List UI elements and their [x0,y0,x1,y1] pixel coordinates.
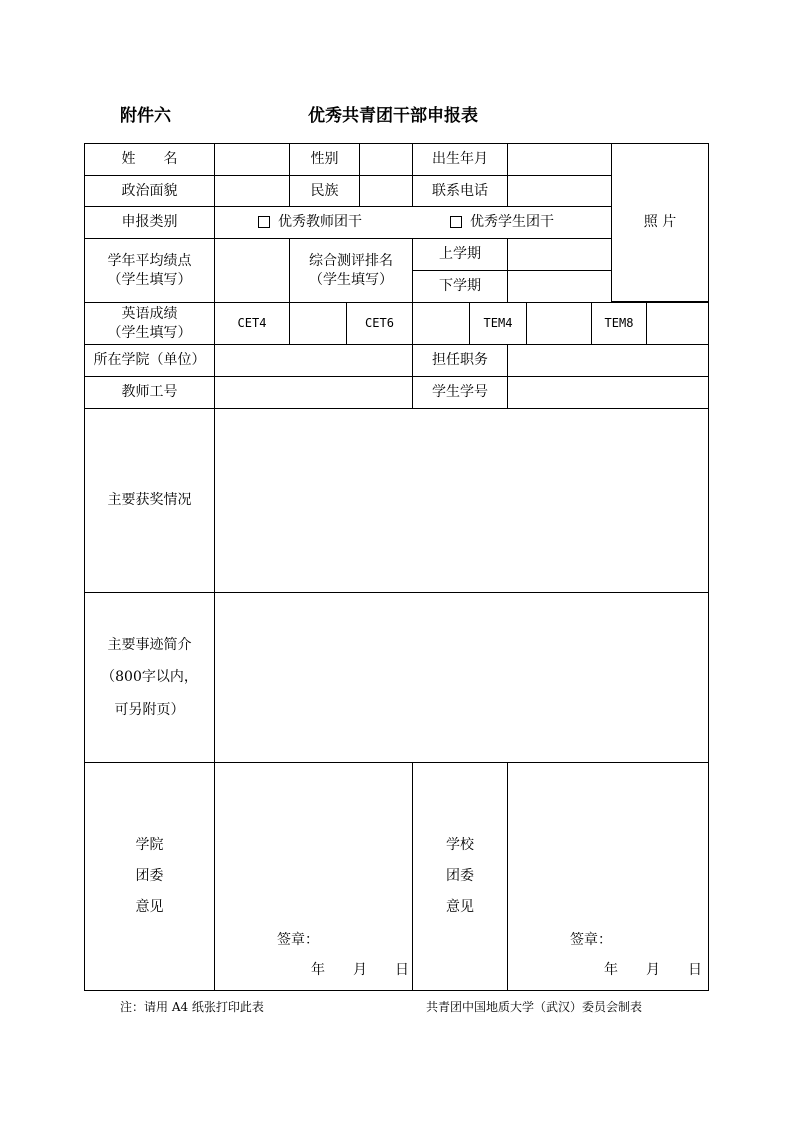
phone-field[interactable] [507,175,612,207]
position-label: 担任职务 [412,344,508,377]
college-opinion-line1: 学院 [135,837,164,854]
tem4-field[interactable] [526,302,592,345]
term1-field[interactable] [507,238,612,271]
college-opinion-label [84,762,215,991]
tem4-label: TEM4 [469,302,527,345]
school-opinion-line2: 团委 [446,868,474,885]
gender-field[interactable] [359,143,413,176]
deeds-label-line2: （800字以内， [101,669,198,686]
political-label: 政治面貌 [84,175,215,207]
awards-label: 主要获奖情况 [84,408,215,593]
college-seal-label: 签章： [277,932,319,948]
name-label: 姓 名 [84,143,215,176]
footer-issuer: 共青团中国地质大学（武汉）委员会制表 [426,1000,643,1014]
option-student[interactable] [450,213,554,232]
awards-field[interactable] [214,408,709,593]
checkbox-icon[interactable] [258,216,270,228]
name-field[interactable] [214,143,290,176]
attachment-label: 附件六 [120,106,171,126]
application-form [84,143,709,991]
birth-label: 出生年月 [412,143,508,176]
category-label: 申报类别 [84,206,215,239]
student-id-field[interactable] [507,376,709,409]
cet6-label: CET6 [346,302,413,345]
option-student-label: 优秀学生团干 [470,214,554,231]
gpa-label-line1: 学年平均绩点 [107,252,192,269]
english-label [84,302,215,345]
term1-label: 上学期 [412,238,508,271]
deeds-label-line1: 主要事迹简介 [107,637,192,654]
teacher-id-label: 教师工号 [84,376,215,409]
tem8-field[interactable] [646,302,709,345]
college-opinion-line2: 团委 [135,868,164,885]
gpa-label-line2: （学生填写） [107,271,192,288]
category-options [214,206,612,239]
tem8-label: TEM8 [591,302,647,345]
college-date-label: 年 月 日 [311,962,409,978]
photo-area[interactable] [611,143,709,302]
teacher-id-field[interactable] [214,376,413,409]
birth-field[interactable] [507,143,612,176]
english-label-line2: （学生填写） [107,324,192,341]
ethnic-label: 民族 [289,175,360,207]
deeds-field[interactable] [214,592,709,763]
college-opinion-field[interactable] [214,762,413,991]
school-opinion-field[interactable] [507,762,709,991]
english-label-line1: 英语成绩 [121,305,178,322]
school-opinion-label [412,762,508,991]
deeds-label-line3: 可另附页） [114,701,185,718]
school-seal-label: 签章： [570,932,612,948]
rank-label-line2: （学生填写） [309,271,393,288]
gpa-label [84,238,215,303]
phone-label: 联系电话 [412,175,508,207]
gender-label: 性别 [289,143,360,176]
option-teacher[interactable] [258,213,362,232]
student-id-label: 学生学号 [412,376,508,409]
option-teacher-label: 优秀教师团干 [278,214,362,231]
school-opinion-line1: 学校 [446,837,474,854]
college-opinion-line3: 意见 [135,898,164,915]
rank-label-line1: 综合测评排名 [309,252,393,269]
school-opinion-line3: 意见 [446,898,474,915]
photo-label: 照 片 [643,214,677,231]
school-date-label: 年 月 日 [604,962,702,978]
political-field[interactable] [214,175,290,207]
term2-label: 下学期 [412,270,508,303]
form-title: 优秀共青团干部申报表 [308,106,478,126]
college-field[interactable] [214,344,413,377]
ethnic-field[interactable] [359,175,413,207]
cet4-label: CET4 [214,302,290,345]
term2-field[interactable] [507,270,612,303]
cet4-field[interactable] [289,302,347,345]
footer-note: 注：请用 A4 纸张打印此表 [120,1000,264,1014]
college-label: 所在学院（单位） [84,344,215,377]
deeds-label [84,592,215,763]
checkbox-icon[interactable] [450,216,462,228]
cet6-field[interactable] [412,302,470,345]
gpa-field[interactable] [214,238,290,303]
rank-label [289,238,413,303]
position-field[interactable] [507,344,709,377]
